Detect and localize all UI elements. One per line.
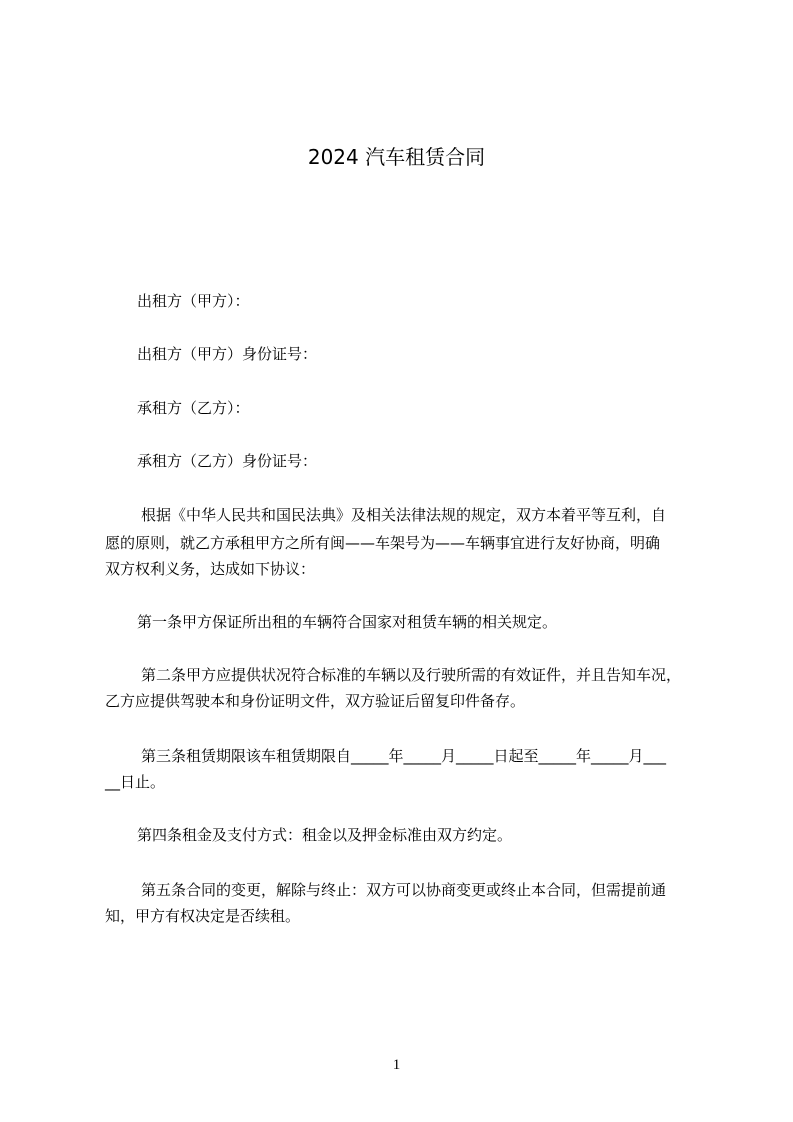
preamble-line: 双方权利义务，达成如下协议： — [105, 560, 316, 578]
lessor-id-field: 出租方（甲方）身份证号： — [137, 345, 318, 363]
lessee-field: 承租方（乙方）： — [137, 399, 250, 417]
article-3-line: 第三条租赁期限该车租赁期限自_____年_____月_____日起至_____年_____月___ — [141, 747, 667, 765]
page-number: 1 — [392, 1057, 401, 1073]
lessee-id-field: 承租方（乙方）身份证号： — [137, 452, 318, 470]
article-4: 第四条租金及支付方式：租金以及押金标准由双方约定。 — [137, 826, 513, 844]
preamble-line: 根据《中华人民共和国民法典》及相关法律法规的规定，双方本着平等互利，自 — [141, 506, 667, 524]
article-2-line: 乙方应提供驾驶本和身份证明文件，双方验证后留复印件备存。 — [105, 692, 526, 710]
article-2-line: 第二条甲方应提供状况符合标准的车辆以及行驶所需的有效证件，并且告知车况， — [141, 666, 682, 684]
lessor-field: 出租方（甲方）： — [137, 292, 250, 310]
article-1: 第一条甲方保证所出租的车辆符合国家对租赁车辆的相关规定。 — [137, 613, 558, 631]
document-title: 2024 汽车租赁合同 — [307, 145, 486, 169]
article-5-line: 知，甲方有权决定是否续租。 — [105, 907, 301, 925]
article-5-line: 第五条合同的变更，解除与终止：双方可以协商变更或终止本合同，但需提前通 — [141, 881, 667, 899]
preamble-line: 愿的原则，就乙方承租甲方之所有闽——车架号为——车辆事宜进行友好协商，明确 — [105, 534, 661, 552]
article-3-line: __日止。 — [105, 773, 166, 791]
